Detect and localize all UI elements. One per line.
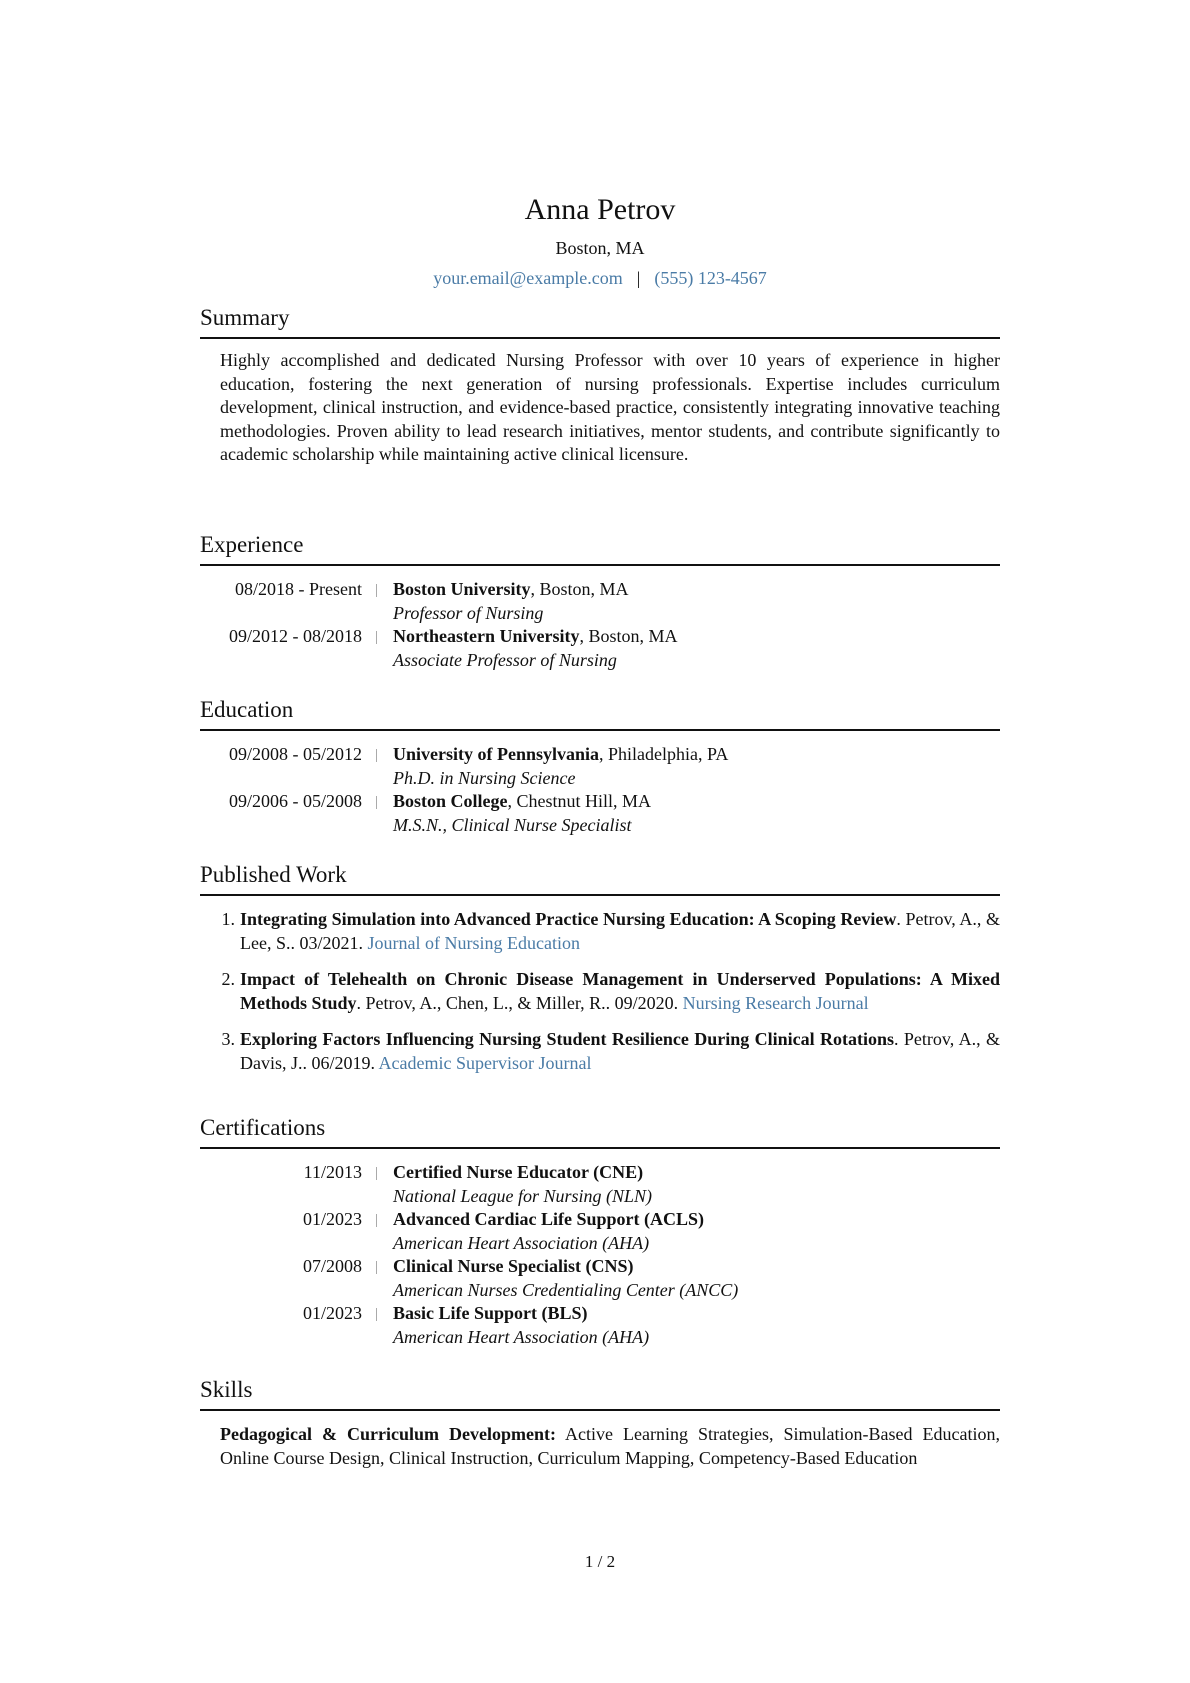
skill-list: Active Learning Strategies, Simulation-Based Education, Online Course Design, Clinical Instruction, Curriculum Mapping, Competency-Based Education [220,1424,1000,1468]
entry-date: 11/2013 [303,1162,362,1182]
entry-place: , Philadelphia, PA [599,744,729,764]
publication-number: 2. [221,969,235,989]
skill-category: Pedagogical & Curriculum Development: [220,1424,556,1444]
contact-line [200,266,1000,290]
publication-item [200,968,1000,1015]
certification-issuer: American Nurses Credentialing Center (ANCC) [393,1279,739,1300]
publication-text [240,1028,1000,1075]
entry-date: 07/2008 [302,1256,362,1276]
entry-place: , Boston, MA [530,579,629,599]
entry-date: 08/2018 - Present [235,579,362,599]
journal-link[interactable]: Journal of Nursing Education [367,932,580,953]
section-divider [200,1409,1000,1411]
entry-date: 09/2006 - 05/2008 [229,791,362,811]
certifications-section [200,1114,1000,1349]
publication-details: . Petrov, A., & Lee, S.. 03/2021. [240,909,1000,953]
experience-entry [200,625,1000,672]
publication-title: Exploring Factors Influencing Nursing Student Resilience During Clinical Rotations [240,1029,895,1049]
certification-name: Clinical Nurse Specialist (CNS) [393,1256,634,1276]
certification-issuer: National League for Nursing (NLN) [393,1185,653,1206]
experience-list [200,578,1000,672]
publication-text [240,908,1000,955]
entry-body [377,743,728,790]
section-title-publications: Published Work [200,862,347,887]
education-section [200,696,1000,837]
page-indicator: 1 / 2 [584,1552,616,1571]
publication-number: 1. [221,909,235,929]
journal-link[interactable]: Academic Supervisor Journal [378,1052,592,1073]
experience-entry [200,578,1000,625]
publication-title: Integrating Simulation into Advanced Practice Nursing Education: A Scoping Review [240,909,897,929]
entry-place: , Chestnut Hill, MA [507,791,652,811]
entry-body [377,1302,649,1349]
entry-degree: Ph.D. in Nursing Science [393,767,576,788]
resume-header [200,192,1000,290]
entry-body [377,625,677,672]
entry-date: 01/2023 [302,1209,362,1229]
certification-issuer: American Heart Association (AHA) [393,1232,650,1253]
summary-text: Highly accomplished and dedicated Nursing Professor with over 10 years of experience in higher education, fostering the next generation of nursing professionals. Expertise includes curriculum development, clinical instruction, and evidence-based practice, consistently integrating innovative teaching methodologies. Proven ability to lead research initiatives, mentor students, and contribute significantly to academic scholarship while maintaining active clinical licensure. [220,350,1000,464]
certification-entry [200,1208,1000,1255]
entry-date: 09/2008 - 05/2012 [229,744,362,764]
section-title-education: Education [200,697,294,722]
entry-body [377,790,651,837]
certification-name: Basic Life Support (BLS) [393,1303,588,1323]
entry-body [377,1161,652,1208]
publication-number: 3. [221,1029,235,1049]
journal-link[interactable]: Nursing Research Journal [682,992,869,1013]
publication-details: . Petrov, A., & Davis, J.. 06/2019. [240,1029,1000,1073]
education-list [200,743,1000,837]
publication-item [200,1028,1000,1075]
entry-date: 01/2023 [302,1303,362,1323]
entry-body [377,1255,738,1302]
publication-title: Impact of Telehealth on Chronic Disease Management in Underserved Populations: A Mixed Methods Study [240,969,1000,1013]
resume-page [200,0,1000,1683]
publications-section [200,861,1000,1088]
phone-link[interactable]: (555) 123-4567 [654,268,767,288]
person-location: Boston, MA [555,238,645,258]
entry-organization: Boston College [393,791,508,811]
publication-text [240,968,1000,1015]
skills-section [200,1376,1000,1470]
education-entry [200,790,1000,837]
entry-degree: M.S.N., Clinical Nurse Specialist [393,814,632,835]
section-title-experience: Experience [200,532,304,557]
entry-role: Associate Professor of Nursing [393,649,617,670]
email-link[interactable]: your.email@example.com [433,268,623,288]
entry-role: Professor of Nursing [393,602,544,623]
summary-section [200,304,1000,467]
certification-entry [200,1302,1000,1349]
entry-date: 09/2012 - 08/2018 [229,626,362,646]
certification-entry [200,1255,1000,1302]
entry-organization: University of Pennsylvania [393,744,600,764]
entry-organization: Boston University [393,579,531,599]
section-divider [200,894,1000,896]
education-entry [200,743,1000,790]
certification-name: Advanced Cardiac Life Support (ACLS) [393,1209,705,1229]
contact-separator: | [636,268,641,288]
entry-organization: Northeastern University [393,626,580,646]
section-divider [200,337,1000,339]
publication-details: . Petrov, A., Chen, L., & Miller, R.. 09/2020. [356,992,683,1013]
section-title-summary: Summary [200,305,290,330]
certification-entry [200,1161,1000,1208]
section-divider [200,729,1000,731]
certification-name: Certified Nurse Educator (CNE) [393,1162,644,1182]
section-divider [200,564,1000,566]
experience-section [200,531,1000,672]
publication-item [200,908,1000,955]
publication-list [200,908,1000,1075]
section-divider [200,1147,1000,1149]
section-title-certifications: Certifications [200,1115,326,1140]
entry-body [377,1208,704,1255]
certification-issuer: American Heart Association (AHA) [393,1326,650,1347]
certification-list [200,1161,1000,1349]
person-name: Anna Petrov [524,193,676,226]
section-title-skills: Skills [200,1377,253,1402]
skills-text [220,1423,1000,1470]
entry-body [377,578,629,625]
entry-place: , Boston, MA [579,626,678,646]
